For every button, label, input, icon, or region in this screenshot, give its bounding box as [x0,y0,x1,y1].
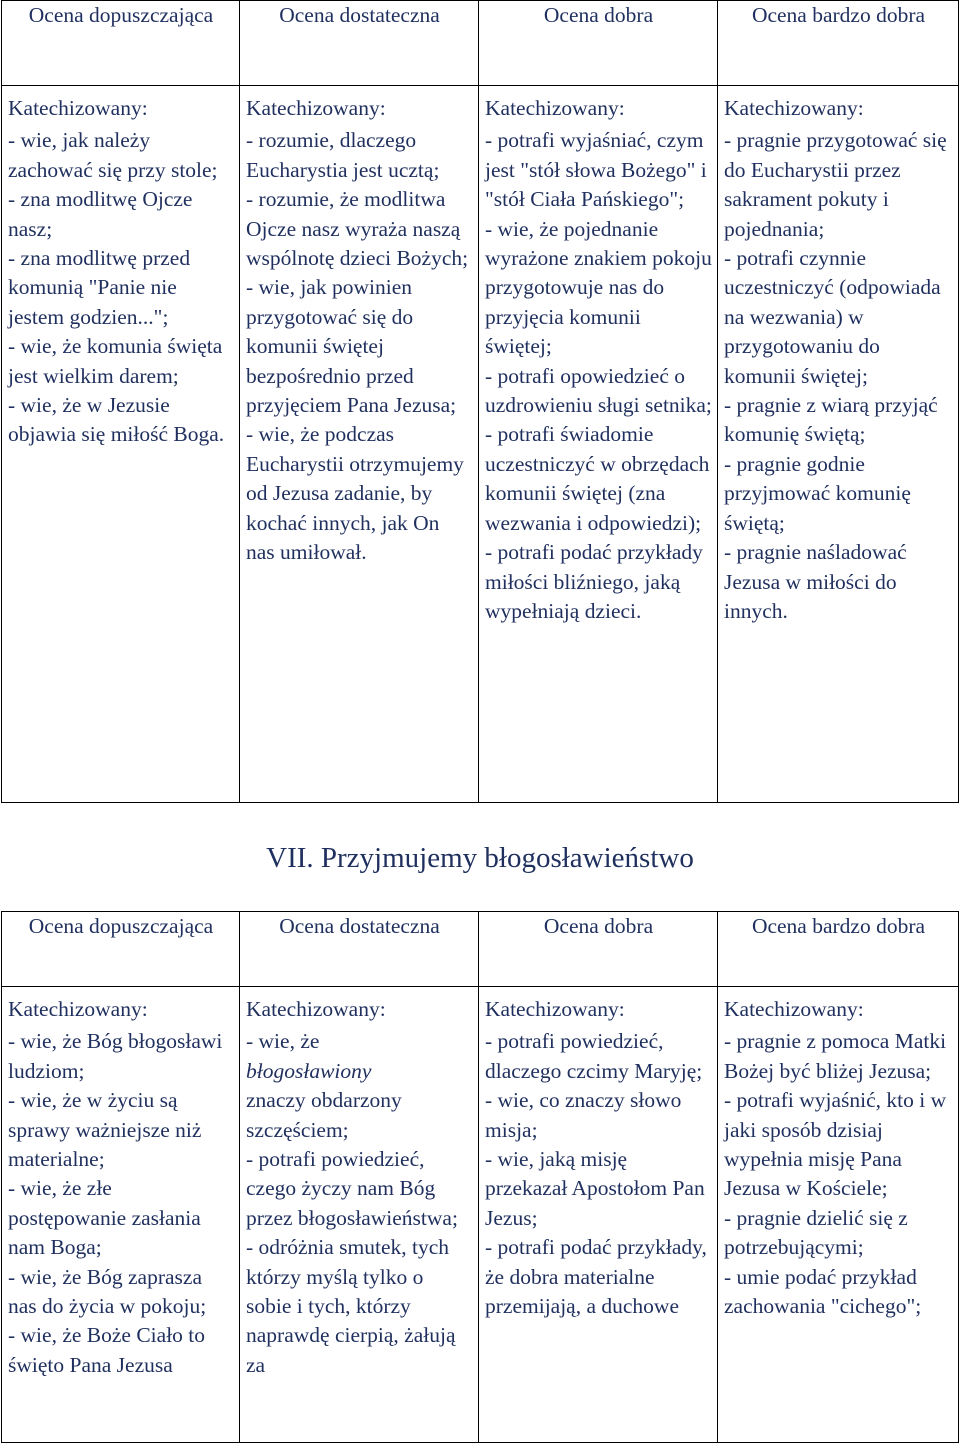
list-item: - wie, jaką misję przekazał Apostołom Pan Jezus; [485,1147,705,1230]
list-item: - pragnie przygotować się do Eucharystii przez sakrament pokuty i pojednania; [724,128,947,241]
list-item: - potrafi wyjaśnić, kto i w jaki sposób dzisiaj wypełnia misję Pana Jezusa w Kościele; [724,1088,947,1201]
cell-title: Katechizowany: [724,997,864,1021]
list-item: - pragnie naśladować Jezusa w miłości do innych. [724,540,907,623]
italic-term: błogosławiony [246,1058,372,1083]
list-item: - wie, jak powinien przygotować się do komunii świętej bezpośrednio przed przyjęciem Pana Jezusa; [246,275,457,418]
list-item: - wie, że podczas Eucharystii otrzymujemy od Jezusa zadanie, by kochać innych, jak On nas umiłował. [246,422,464,565]
grade-table-1 [1,0,959,803]
text-part: - wie, że [246,1029,320,1054]
cell-title: Katechizowany: [8,96,148,120]
list-item: - potrafi opowiedzieć o uzdrowieniu sługi setnika; [485,363,712,418]
list-item: - pragnie dzielić się z potrzebującymi; [724,1205,908,1260]
list-item [246,1027,473,1145]
list-item: - rozumie, że modlitwa Ojcze nasz wyraża naszą wspólnotę dzieci Bożych; [246,187,469,271]
cell-title: Katechizowany: [246,96,386,120]
table-header-row [2,912,959,987]
cell-dostateczna [240,86,479,803]
table-header-row [2,1,959,86]
list-item: - potrafi podać przykłady miłości bliźniego, jaką wypełniają dzieci. [485,540,703,623]
list-item: - zna modlitwę Ojcze nasz; [8,187,193,241]
list-item: - wie, że komunia święta jest wielkim darem; [8,334,223,388]
list-item: - pragnie z wiarą przyjąć komunię świętą; [724,393,938,447]
cell-title: Katechizowany: [485,96,625,120]
cell-title: Katechizowany: [724,96,864,120]
header-dostateczna: Ocena dostateczna [240,1,479,86]
header-dobra: Ocena dobra [479,1,718,86]
header-bardzo-dobra: Ocena bardzo dobra [718,1,959,86]
list-item: - wie, że Bóg błogosławi ludziom; [8,1029,223,1083]
grade-table-2 [1,911,959,1443]
list-item: - zna modlitwę przed komunią "Panie nie jestem godzien..."; [8,246,191,329]
list-item: - wie, że pojednanie wyrażone znakiem pokoju przygotowuje nas do przyjęcia komunii świętej; [485,216,712,359]
list-item: - wie, że Bóg zaprasza nas do życia w pokoju; [8,1264,207,1319]
cell-title: Katechizowany: [485,997,625,1021]
list-item: - wie, że w życiu są sprawy ważniejsze niż materialne; [8,1088,202,1172]
list-item: - potrafi powiedzieć, dlaczego czcimy Maryję; [485,1029,703,1083]
text-part: znaczy obdarzony szczęściem; [246,1088,402,1142]
list-item: - rozumie, dlaczego Eucharystia jest ucztą; [246,128,440,182]
header-dostateczna: Ocena dostateczna [240,912,479,987]
cell-dopuszczajaca [2,86,240,803]
list-item: - potrafi czynnie uczestniczyć (odpowiada na wezwania) w przygotowaniu do komunii świętej; [724,246,941,388]
cell-dobra [479,86,718,803]
cell-dobra [479,987,718,1443]
list-item: - potrafi świadomie uczestniczyć w obrzędach komunii świętej (zna wezwania i odpowiedzi); [485,422,710,535]
cell-bardzo-dobra [718,987,959,1443]
list-item: - pragnie z pomoca Matki Bożej być bliżej Jezusa; [724,1029,947,1083]
header-dobra: Ocena dobra [479,912,718,987]
cell-title: Katechizowany: [8,997,148,1021]
table-body-row [2,86,959,803]
header-bardzo-dobra: Ocena bardzo dobra [718,912,959,987]
list-item: - wie, że złe postępowanie zasłania nam Boga; [8,1176,201,1260]
list-item: - wie, że Boże Ciało to święto Pana Jezusa [8,1323,206,1377]
cell-dopuszczajaca [2,987,240,1443]
cell-title: Katechizowany: [246,997,386,1021]
list-item: - odróżnia smutek, tych którzy myślą tylko o sobie i tych, którzy naprawdę cierpią, żałują za [246,1235,456,1377]
table-body-row [2,987,959,1443]
list-item: - potrafi wyjaśniać, czym jest "stół słowa Bożego" i "stół Ciała Pańskiego"; [485,128,707,212]
list-item: - wie, jak należy zachować się przy stole; [8,128,218,182]
list-item: - potrafi powiedzieć, czego życzy nam Bóg przez błogosławieństwa; [246,1147,458,1230]
cell-dostateczna [240,987,479,1443]
list-item: - umie podać przykład zachowania "cichego"; [724,1264,922,1319]
cell-bardzo-dobra [718,86,959,803]
section-title: VII. Przyjmujemy błogosławieństwo [266,842,694,874]
header-dopuszczajaca: Ocena dopuszczająca [2,1,240,86]
list-item: - wie, co znaczy słowo misja; [485,1088,682,1142]
list-item: - wie, że w Jezusie objawia się miłość Boga. [8,393,225,447]
list-item: - pragnie godnie przyjmować komunię świętą; [724,451,911,535]
header-dopuszczajaca: Ocena dopuszczająca [2,912,240,987]
list-item: - potrafi podać przykłady, że dobra materialne przemijają, a duchowe [485,1235,707,1319]
